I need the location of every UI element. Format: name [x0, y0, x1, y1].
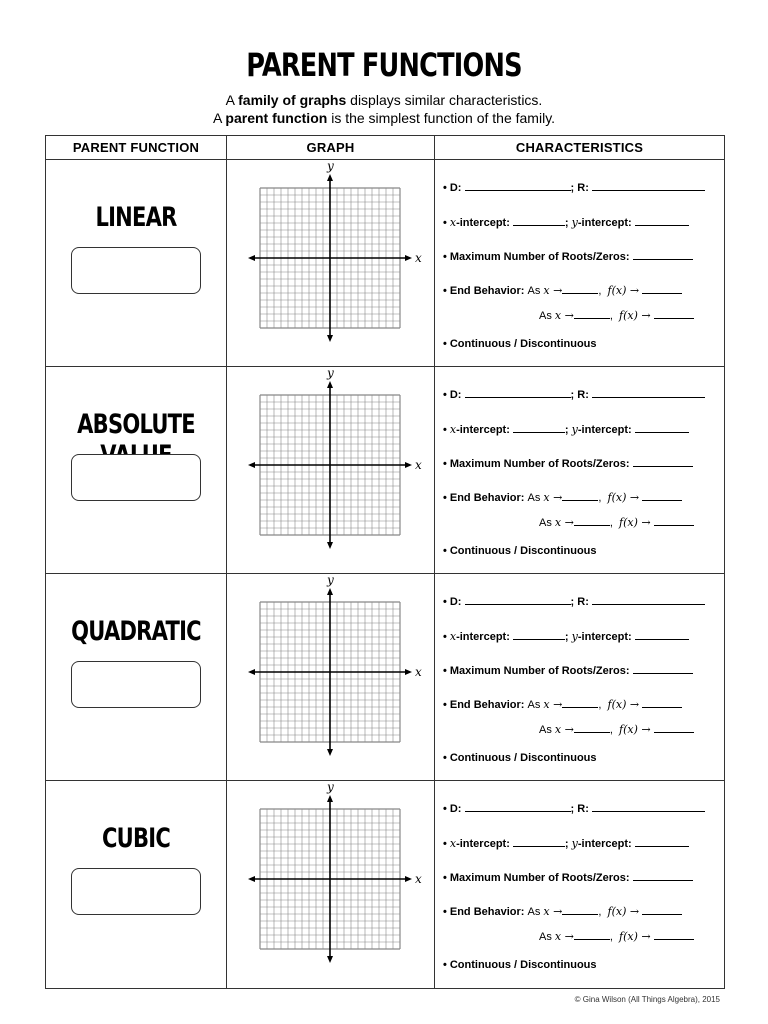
equation-answer-box[interactable] [71, 454, 201, 501]
domain-range-line: • D: ; R: [443, 180, 705, 194]
domain-blank[interactable] [465, 801, 571, 812]
x-axis-right-arrow [405, 462, 412, 468]
end-behavior-x-blank-1[interactable] [562, 283, 598, 294]
continuity-line: • Continuous / Discontinuous [443, 338, 597, 350]
range-blank[interactable] [592, 801, 705, 812]
end-behavior-line-1: • End Behavior: As x → , f(x) → [443, 283, 682, 297]
parent-function-cell [46, 781, 227, 989]
max-roots-line: • Maximum Number of Roots/Zeros: [443, 456, 693, 470]
characteristics-cell [435, 367, 725, 574]
x-axis-left-arrow [248, 876, 255, 882]
domain-blank[interactable] [465, 594, 571, 605]
range-blank[interactable] [592, 594, 705, 605]
function-name: ABSOLUTE [77, 409, 195, 440]
domain-blank[interactable] [465, 387, 571, 398]
end-behavior-x-blank-1[interactable] [562, 697, 598, 708]
header-characteristics: CHARACTERISTICS [435, 136, 725, 160]
y-axis-label: y [327, 160, 334, 173]
intercepts-line: • x-intercept: ; y-intercept: [443, 422, 689, 436]
subtitle-line-2: A parent function is the simplest function of the family. [212, 110, 556, 126]
x-intercept-blank[interactable] [513, 629, 565, 640]
y-intercept-blank[interactable] [635, 836, 689, 847]
end-behavior-line-2: As x → , f(x) → [539, 722, 694, 736]
x-intercept-blank[interactable] [513, 422, 565, 433]
y-axis-label: y [327, 781, 334, 794]
end-behavior-x-blank-2[interactable] [574, 308, 610, 319]
coordinate-grid[interactable] [227, 367, 435, 574]
y-axis-up-arrow [327, 174, 333, 181]
graph-cell [227, 781, 435, 989]
table-row [46, 160, 725, 367]
max-roots-line: • Maximum Number of Roots/Zeros: [443, 663, 693, 677]
equation-answer-box[interactable] [71, 661, 201, 708]
parent-functions-table [45, 135, 725, 989]
max-roots-blank[interactable] [633, 870, 693, 881]
characteristics-cell [435, 574, 725, 781]
max-roots-blank[interactable] [633, 249, 693, 260]
copyright-notice: © Gina Wilson (All Things Algebra), 2015 [574, 995, 720, 1004]
intercepts-line: • x-intercept: ; y-intercept: [443, 215, 689, 229]
y-axis-down-arrow [327, 956, 333, 963]
x-axis-label: x [415, 251, 422, 265]
domain-range-line: • D: ; R: [443, 594, 705, 608]
end-behavior-fx-blank-2[interactable] [654, 308, 694, 319]
end-behavior-line-2: As x → , f(x) → [539, 929, 694, 943]
table-row [46, 574, 725, 781]
end-behavior-fx-blank-2[interactable] [654, 722, 694, 733]
continuity-choice[interactable]: Continuous / Discontinuous [449, 959, 597, 971]
y-axis-label: y [327, 367, 334, 380]
continuity-choice[interactable]: Continuous / Discontinuous [449, 338, 597, 350]
max-roots-line: • Maximum Number of Roots/Zeros: [443, 249, 693, 263]
domain-range-line: • D: ; R: [443, 801, 705, 815]
x-axis-label: x [415, 458, 422, 472]
intercepts-line: • x-intercept: ; y-intercept: [443, 836, 689, 850]
subtitle-line-1: A family of graphs displays similar characteristics. [225, 92, 543, 108]
y-intercept-blank[interactable] [635, 629, 689, 640]
function-name: CUBIC [101, 823, 171, 854]
end-behavior-line-2: As x → , f(x) → [539, 515, 694, 529]
coordinate-grid[interactable] [227, 574, 435, 781]
range-blank[interactable] [592, 387, 705, 398]
end-behavior-fx-blank-1[interactable] [642, 490, 682, 501]
end-behavior-line-1: • End Behavior: As x → , f(x) → [443, 697, 682, 711]
x-axis-right-arrow [405, 255, 412, 261]
max-roots-blank[interactable] [633, 663, 693, 674]
coordinate-grid[interactable] [227, 160, 435, 367]
end-behavior-fx-blank-1[interactable] [642, 904, 682, 915]
coordinate-grid[interactable] [227, 781, 435, 988]
y-axis-down-arrow [327, 749, 333, 756]
y-axis-up-arrow [327, 588, 333, 595]
end-behavior-line-2: As x → , f(x) → [539, 308, 694, 322]
x-intercept-blank[interactable] [513, 836, 565, 847]
table-header-row [46, 136, 725, 160]
end-behavior-x-blank-2[interactable] [574, 929, 610, 940]
end-behavior-fx-blank-2[interactable] [654, 929, 694, 940]
max-roots-line: • Maximum Number of Roots/Zeros: [443, 870, 693, 884]
domain-blank[interactable] [465, 180, 571, 191]
x-axis-label: x [415, 872, 422, 886]
max-roots-blank[interactable] [633, 456, 693, 467]
x-axis-right-arrow [405, 669, 412, 675]
table-row [46, 781, 725, 989]
header-graph: GRAPH [227, 136, 435, 160]
domain-range-line: • D: ; R: [443, 387, 705, 401]
y-intercept-blank[interactable] [635, 215, 689, 226]
page-title: PARENT FUNCTIONS [246, 46, 522, 84]
header-parent-function: PARENT FUNCTION [46, 136, 227, 160]
end-behavior-x-blank-2[interactable] [574, 722, 610, 733]
graph-cell [227, 367, 435, 574]
function-name: QUADRATIC [71, 616, 201, 647]
y-intercept-blank[interactable] [635, 422, 689, 433]
characteristics-cell [435, 781, 725, 989]
y-axis-down-arrow [327, 335, 333, 342]
parent-function-cell [46, 160, 227, 367]
function-name: LINEAR [95, 202, 177, 233]
end-behavior-line-1: • End Behavior: As x → , f(x) → [443, 490, 682, 504]
end-behavior-x-blank-1[interactable] [562, 490, 598, 501]
intercepts-line: • x-intercept: ; y-intercept: [443, 629, 689, 643]
graph-cell [227, 160, 435, 367]
x-axis-right-arrow [405, 876, 412, 882]
x-axis-left-arrow [248, 462, 255, 468]
end-behavior-fx-blank-1[interactable] [642, 283, 682, 294]
end-behavior-x-blank-2[interactable] [574, 515, 610, 526]
y-axis-up-arrow [327, 381, 333, 388]
end-behavior-fx-blank-2[interactable] [654, 515, 694, 526]
x-axis-left-arrow [248, 669, 255, 675]
parent-function-cell [46, 574, 227, 781]
equation-answer-box[interactable] [71, 868, 201, 915]
equation-answer-box[interactable] [71, 247, 201, 294]
x-intercept-blank[interactable] [513, 215, 565, 226]
x-axis-left-arrow [248, 255, 255, 261]
continuity-line: • Continuous / Discontinuous [443, 545, 597, 557]
end-behavior-x-blank-1[interactable] [562, 904, 598, 915]
continuity-line: • Continuous / Discontinuous [443, 752, 597, 764]
table-row [46, 367, 725, 574]
end-behavior-fx-blank-1[interactable] [642, 697, 682, 708]
y-axis-up-arrow [327, 795, 333, 802]
x-axis-label: x [415, 665, 422, 679]
graph-cell [227, 574, 435, 781]
continuity-choice[interactable]: Continuous / Discontinuous [449, 752, 597, 764]
range-blank[interactable] [592, 180, 705, 191]
parent-function-cell [46, 367, 227, 574]
continuity-choice[interactable]: Continuous / Discontinuous [449, 545, 597, 557]
continuity-line: • Continuous / Discontinuous [443, 959, 597, 971]
characteristics-cell [435, 160, 725, 367]
y-axis-down-arrow [327, 542, 333, 549]
end-behavior-line-1: • End Behavior: As x → , f(x) → [443, 904, 682, 918]
y-axis-label: y [327, 574, 334, 587]
